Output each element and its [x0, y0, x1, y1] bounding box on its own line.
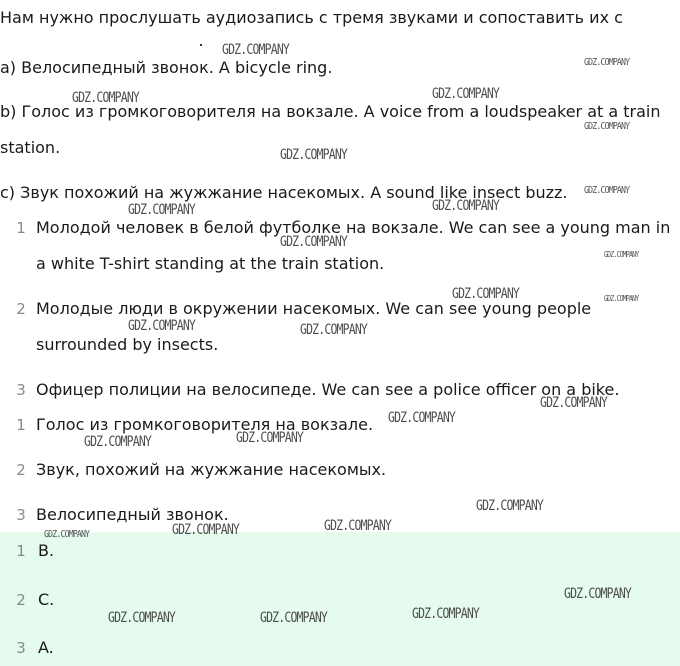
sound-list-2-number: 2 — [16, 461, 26, 479]
watermark: GDZ.COMPANY — [452, 286, 520, 302]
answer-2-value: C. — [38, 590, 55, 609]
watermark: GDZ.COMPANY — [128, 202, 196, 218]
watermark: GDZ.COMPANY — [280, 147, 348, 163]
picture-1-number: 1 — [16, 219, 26, 237]
picture-3-line-1: Офицер полиции на велосипеде. We can see a police officer on a bike. — [36, 380, 620, 399]
watermark: GDZ.COMPANY — [388, 410, 456, 426]
watermark: GDZ.COMPANY — [432, 198, 500, 214]
picture-2-line-2: surrounded by insects. — [36, 335, 219, 354]
picture-2-number: 2 — [16, 300, 26, 318]
watermark: GDZ.COMPANY — [412, 606, 480, 622]
watermark: GDZ.COMPANY — [172, 522, 240, 538]
intro-text: Нам нужно прослушать аудиозапись с тремя звуками и сопоставить их с — [0, 8, 623, 27]
picture-1-line-1: Молодой человек в белой футболке на вокзале. We can see a young man in — [36, 218, 671, 237]
watermark: GDZ.COMPANY — [222, 42, 290, 58]
sound-list-1-text: Голос из громкоговорителя на вокзале. — [36, 415, 374, 434]
watermark: GDZ.COMPANY — [324, 518, 392, 534]
watermark: GDZ.COMPANY — [584, 121, 630, 132]
watermark: GDZ.COMPANY — [72, 90, 140, 106]
watermark: GDZ.COMPANY — [108, 610, 176, 626]
sound-a: a) Велосипедный звонок. A bicycle ring. — [0, 58, 333, 77]
answer-2-number: 2 — [16, 591, 26, 609]
watermark: GDZ.COMPANY — [44, 529, 90, 540]
watermark: GDZ.COMPANY — [584, 57, 630, 68]
watermark: GDZ.COMPANY — [260, 610, 328, 626]
sound-b-continued: station. — [0, 138, 61, 157]
watermark: GDZ.COMPANY — [476, 498, 544, 514]
sound-c: c) Звук похожий на жужжание насекомых. A sound like insect buzz. — [0, 183, 568, 202]
answer-3-value: A. — [38, 638, 54, 657]
sound-list-3-number: 3 — [16, 506, 26, 524]
watermark: GDZ.COMPANY — [604, 250, 639, 259]
watermark: GDZ.COMPANY — [604, 294, 639, 303]
watermark: GDZ.COMPANY — [540, 395, 608, 411]
watermark: GDZ.COMPANY — [564, 586, 632, 602]
picture-1-line-2: a white T-shirt standing at the train station. — [36, 254, 385, 273]
sound-list-2-text: Звук, похожий на жужжание насекомых. — [36, 460, 387, 479]
watermark: GDZ.COMPANY — [280, 234, 348, 250]
sound-b: b) Голос из громкоговорителя на вокзале. A voice from a loudspeaker at a train — [0, 102, 661, 121]
answer-1-number: 1 — [16, 542, 26, 560]
watermark: GDZ.COMPANY — [236, 430, 304, 446]
answer-3-number: 3 — [16, 639, 26, 657]
watermark: GDZ.COMPANY — [128, 318, 196, 334]
stray-dot — [200, 44, 202, 46]
watermark: GDZ.COMPANY — [584, 185, 630, 196]
watermark: GDZ.COMPANY — [432, 86, 500, 102]
picture-3-number: 3 — [16, 381, 26, 399]
watermark: GDZ.COMPANY — [84, 434, 152, 450]
watermark: GDZ.COMPANY — [300, 322, 368, 338]
picture-2-line-1: Молодые люди в окружении насекомых. We can see young people — [36, 299, 592, 318]
sound-list-1-number: 1 — [16, 416, 26, 434]
answer-1-value: B. — [38, 541, 55, 560]
sound-list-3-text: Велосипедный звонок. — [36, 505, 229, 524]
